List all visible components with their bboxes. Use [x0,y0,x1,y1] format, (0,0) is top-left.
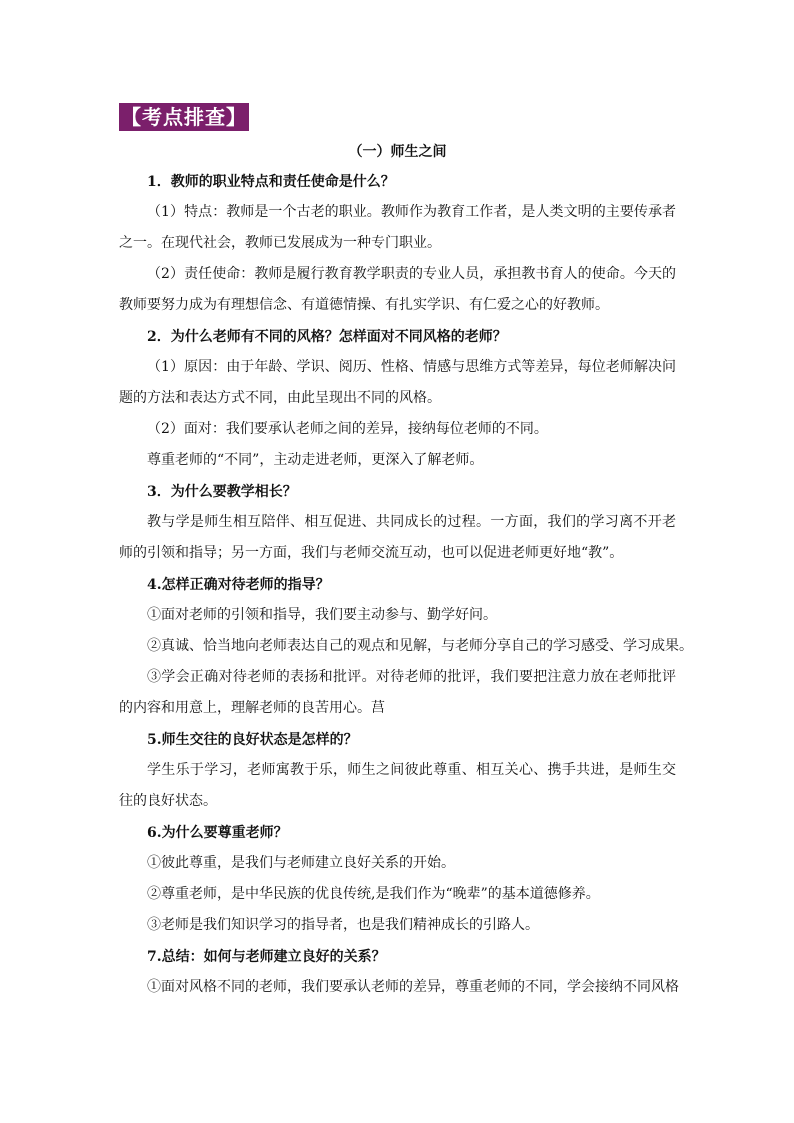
question-heading: 6.为什么要尊重老师？ [147,825,288,841]
paragraph: ③老师是我们知识学习的指导者，也是我们精神成长的引路人。 [147,917,539,933]
question-heading: 2．为什么老师有不同的风格？怎样面对不同风格的老师？ [147,329,507,345]
question-heading: 3．为什么要教学相长？ [147,484,297,500]
paragraph: （1）原因：由于年龄、学识、阅历、性格、情感与思维方式等差异，每位老师解决问题的方法和表达方式不同，由此呈现出不同的风格。 [119,359,676,406]
paragraph: 尊重老师的“不同”，主动走进老师，更深入了解老师。 [147,452,484,468]
question-heading: 4.怎样正确对待老师的指导？ [147,577,330,593]
question-heading: 5.师生交往的良好状态是怎样的？ [147,732,358,748]
paragraph: ③学会正确对待老师的表扬和批评。对待老师的批评，我们要把注意力放在老师批评的内容和用意上，理解老师的良苦用心。莒 [119,669,676,716]
paragraph: ②真诚、恰当地向老师表达自己的观点和见解，与老师分享自己的学习感受、学习成果。 [147,638,693,654]
paragraph: （2）面对：我们要承认老师之间的差异，接纳每位老师的不同。 [147,421,548,437]
document-body [119,142,693,1003]
paragraph: ①面对老师的引领和指导，我们要主动参与、勤学好问。 [147,607,497,623]
paragraph: 教与学是师生相互陪伴、相互促进、共同成长的过程。一方面，我们的学习离不开老师的引领和指导；另一方面，我们与老师交流互动，也可以促进老师更好地“教”。 [119,514,676,561]
question-heading: 1．教师的职业特点和责任使命是什么？ [147,174,395,190]
section-title: （一）师生之间 [348,144,447,160]
paragraph: 学生乐于学习，老师寓教于乐，师生之间彼此尊重、相互关心、携手共进，是师生交往的良好状态。 [119,762,676,809]
paragraph: ②尊重老师，是中华民族的优良传统,是我们作为“晚辈”的基本道德修养。 [147,886,600,902]
paragraph: ①彼此尊重，是我们与老师建立良好关系的开始。 [147,855,455,871]
paragraph: （1）特点：教师是一个古老的职业。教师作为教育工作者，是人类文明的主要传承者之一。在现代社会，教师已发展成为一种专门职业。 [119,204,676,251]
paragraph: （2）责任使命：教师是履行教育教学职责的专业人员，承担教书育人的使命。今天的教师要努力成为有理想信念、有道德情操、有扎实学识、有仁爱之心的好教师。 [119,266,676,313]
section-banner: 【考点排查】 [121,105,247,129]
paragraph: ①面对风格不同的老师，我们要承认老师的差异，尊重老师的不同，学会接纳不同风格 [147,979,679,995]
question-heading: 7.总结：如何与老师建立良好的关系？ [147,949,386,965]
